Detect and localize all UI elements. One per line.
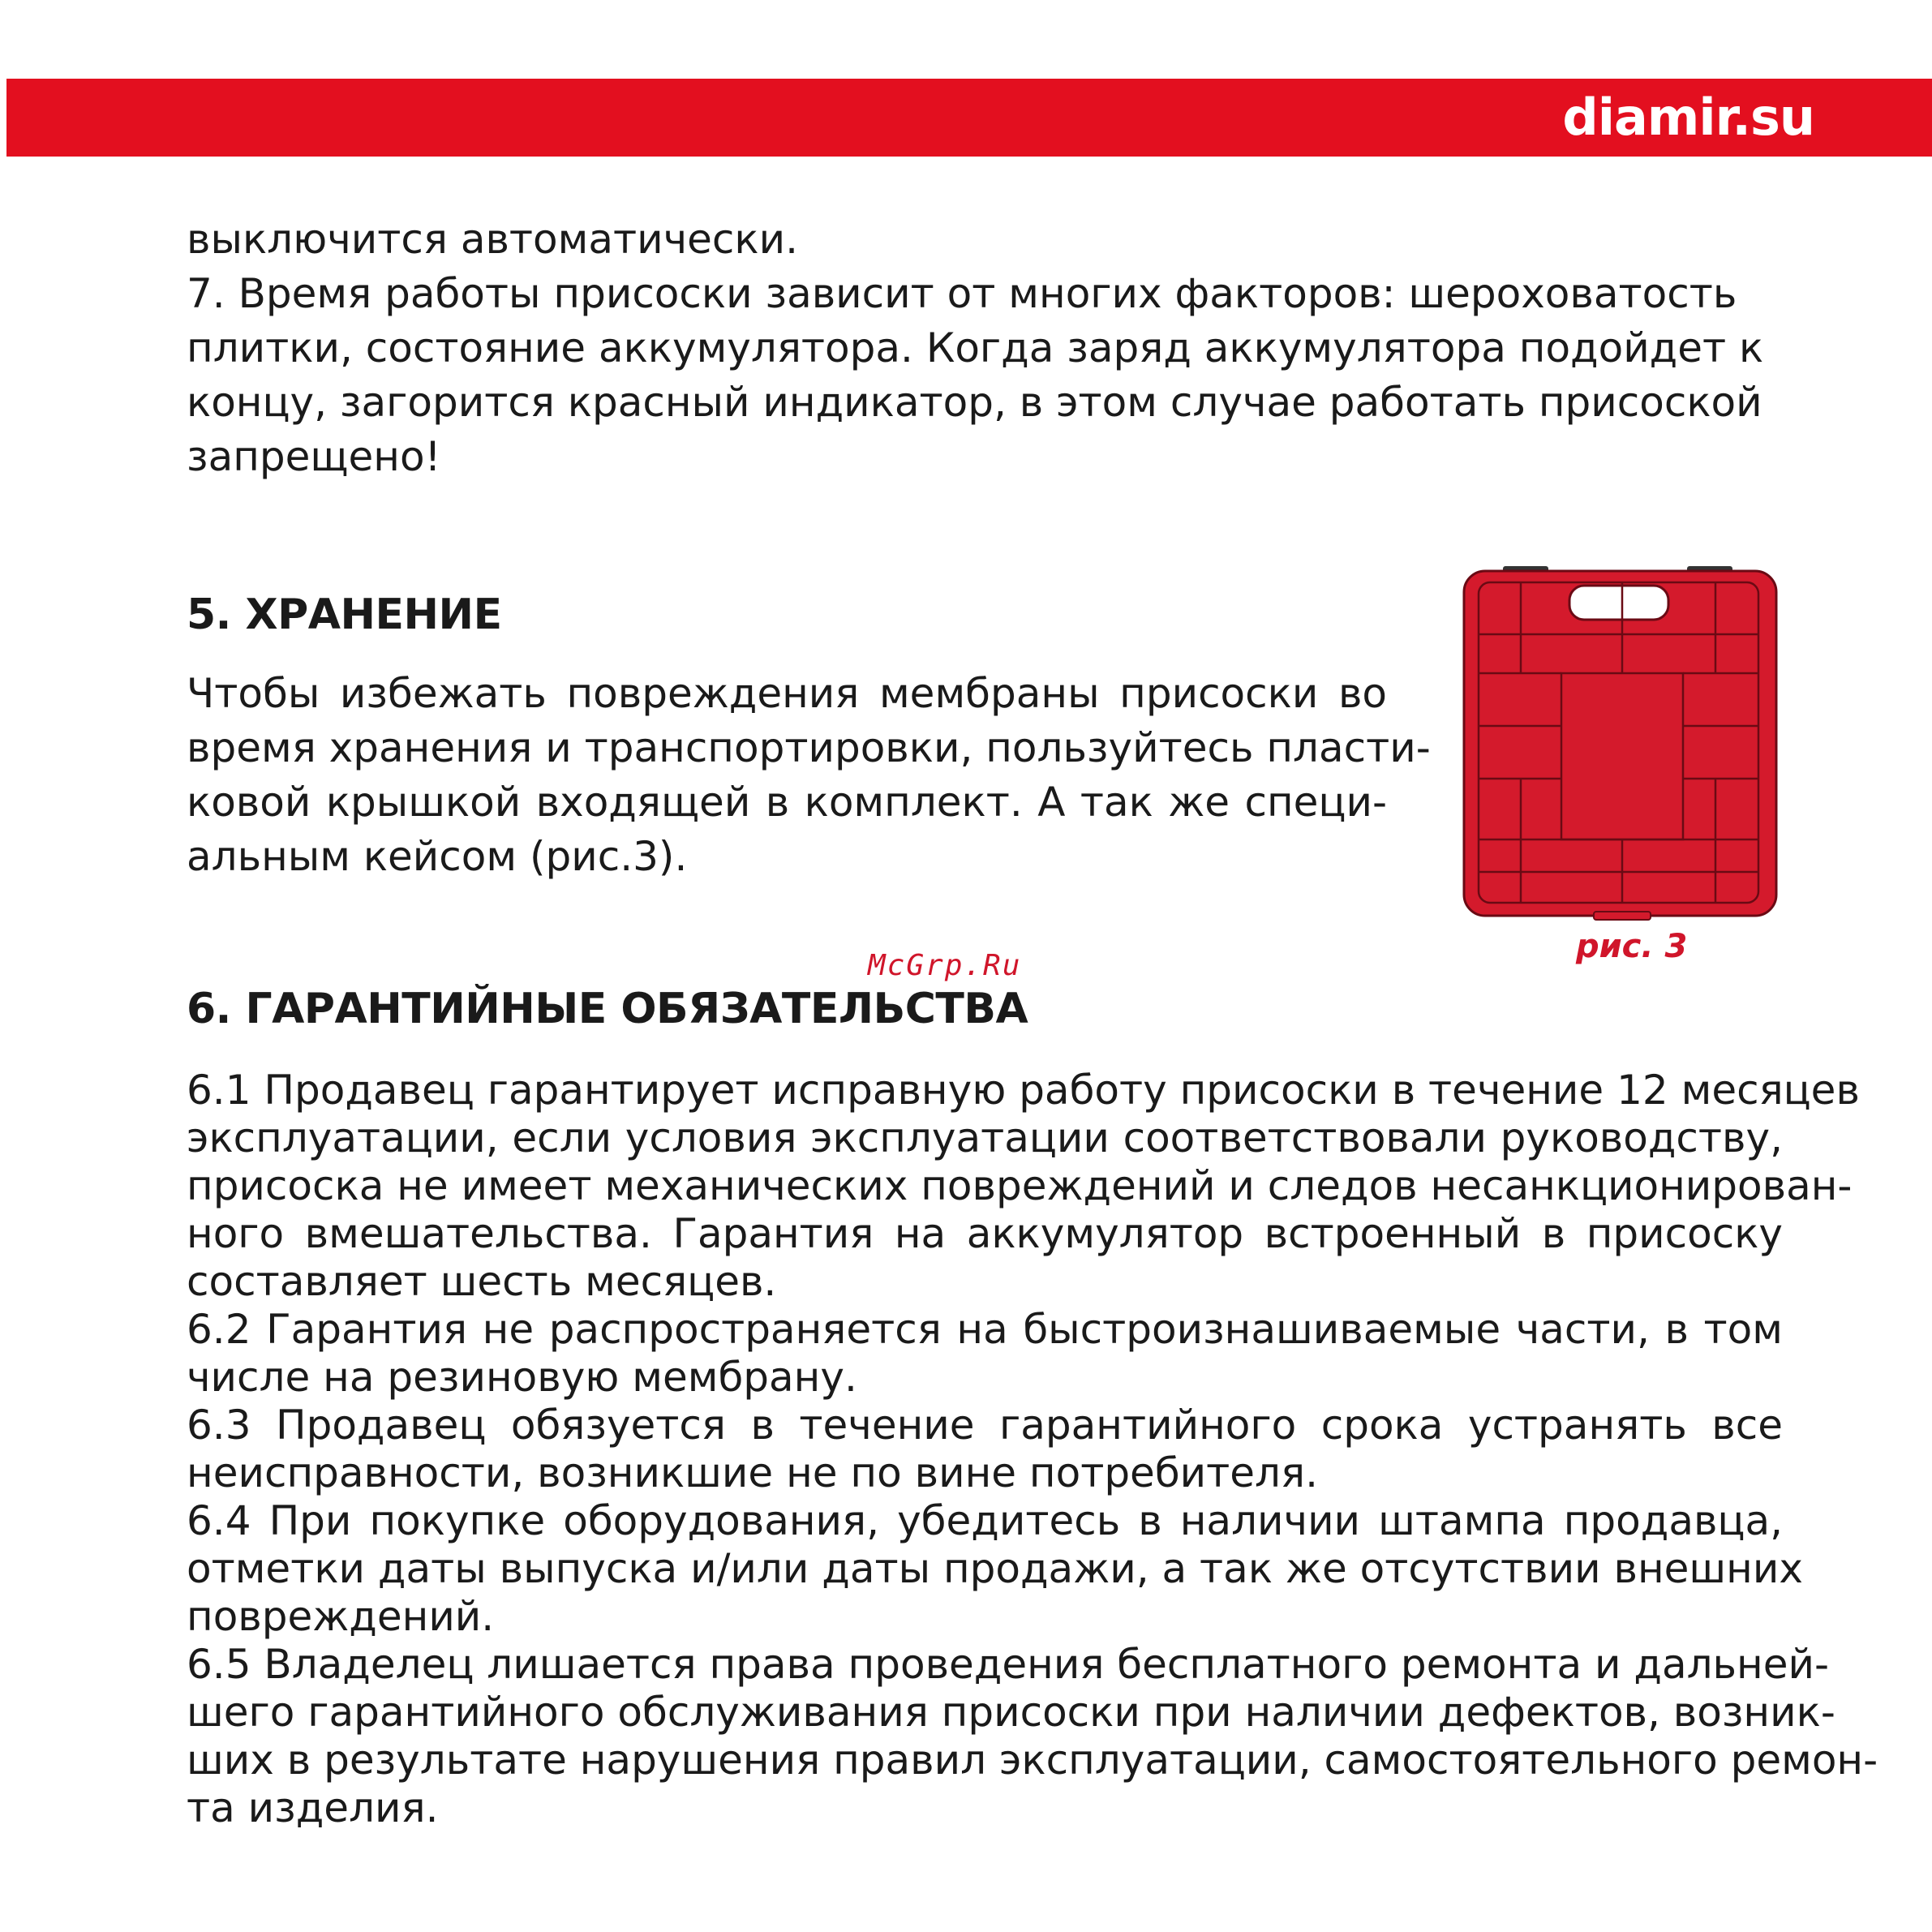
- text-line: запрещено!: [187, 433, 441, 480]
- text-line: ших в результате нарушения правил эксплуатации, самостоятельного ремон-: [187, 1737, 1878, 1784]
- text-line: альным кейсом (рис.3).: [187, 833, 688, 880]
- text-line: присоска не имеет механических повреждений и следов несанкционирован-: [187, 1162, 1853, 1209]
- site-name[interactable]: diamir.su: [1562, 88, 1814, 147]
- text-line: концу, загорится красный индикатор, в этом случае работать присоской: [187, 379, 1762, 426]
- warranty-paragraph: [187, 1067, 1878, 1832]
- text-line: шего гарантийного обслуживания присоски при наличии дефектов, возник-: [187, 1689, 1835, 1736]
- text-line: 6.3 Продавец обязуется в течение гарантийного срока устранять все: [187, 1402, 1783, 1449]
- header-bar: [6, 79, 1932, 157]
- text-line: выключится автоматически.: [187, 216, 799, 263]
- text-line: отметки даты выпуска и/или даты продажи, а так же отсутствии внешних: [187, 1545, 1803, 1592]
- carrying-case-icon: [1456, 560, 1780, 925]
- text-line: та изделия.: [187, 1784, 439, 1831]
- storage-heading: 5. ХРАНЕНИЕ: [187, 590, 502, 639]
- text-line: время хранения и транспортировки, пользуйтесь пласти-: [187, 724, 1431, 771]
- text-line: 7. Время работы присоски зависит от многих факторов: шероховатость: [187, 270, 1737, 317]
- text-line: плитки, состояние аккумулятора. Когда заряд аккумулятора подойдет к: [187, 324, 1764, 371]
- text-line: 6.5 Владелец лишается права проведения бесплатного ремонта и дальней-: [187, 1641, 1829, 1688]
- text-line: 6.4 При покупке оборудования, убедитесь в наличии штампа продавца,: [187, 1497, 1783, 1544]
- text-line: 6.1 Продавец гарантирует исправную работу присоски в течение 12 месяцев: [187, 1067, 1860, 1114]
- text-line: ного вмешательства. Гарантия на аккумулятор встроенный в присоску: [187, 1210, 1783, 1257]
- text-line: повреждений.: [187, 1593, 495, 1640]
- text-line: ковой крышкой входящей в комплект. А так же специ-: [187, 779, 1387, 826]
- text-line: эксплуатации, если условия эксплуатации соответствовали руководству,: [187, 1114, 1783, 1161]
- figure-3: [1456, 560, 1780, 925]
- text-line: числе на резиновую мембрану.: [187, 1354, 857, 1401]
- intro-paragraph: [187, 213, 1784, 484]
- text-line: 6.2 Гарантия не распространяется на быстроизнашиваемые части, в том: [187, 1306, 1783, 1353]
- warranty-heading: 6. ГАРАНТИЙНЫЕ ОБЯЗАТЕЛЬСТВА: [187, 985, 1028, 1033]
- watermark: McGrp.Ru: [868, 949, 1022, 982]
- figure-caption: рис. 3: [1576, 928, 1688, 965]
- text-line: неисправности, возникшие не по вине потребителя.: [187, 1449, 1318, 1496]
- text-line: составляет шесть месяцев.: [187, 1258, 777, 1305]
- storage-paragraph: [187, 667, 1431, 884]
- text-line: Чтобы избежать повреждения мембраны присоски во: [187, 670, 1387, 717]
